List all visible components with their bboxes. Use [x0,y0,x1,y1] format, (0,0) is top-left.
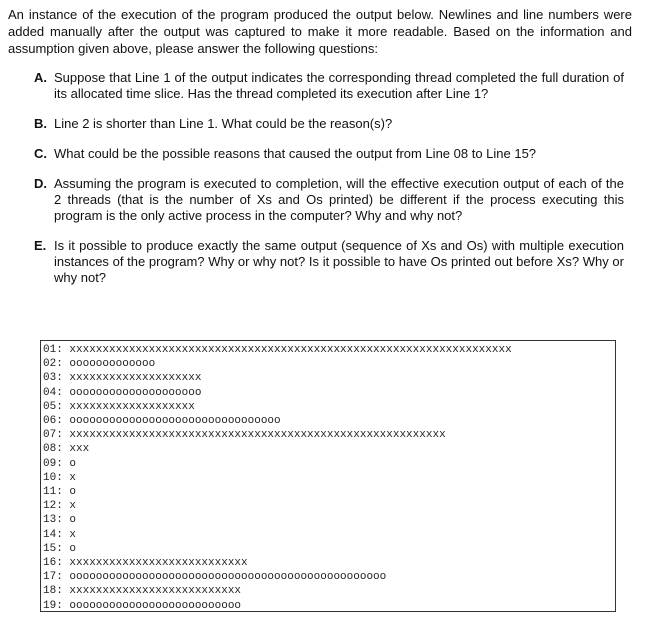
question-letter: C. [34,146,47,161]
intro-paragraph: An instance of the execution of the program produced the output below. Newlines and line numbers were added manually after the output was captured to make it more readable. Based on the information and assumption given above, please answer the following questions: [8,7,632,56]
output-line-11: 11: o [43,486,77,499]
question-letter: E. [34,238,47,253]
output-line-02: 02: ooooooooooooo [43,358,156,371]
question-text: Is it possible to produce exactly the same output (sequence of Xs and Os) with multiple execution instances of the program? Why or why not? Is it possible to have Os printed out before Xs? Why or why not? [54,238,624,285]
output-line-18: 18: xxxxxxxxxxxxxxxxxxxxxxxxxx [43,585,242,598]
output-line-01: 01: xxxxxxxxxxxxxxxxxxxxxxxxxxxxxxxxxxxxxxxxxxxxxxxxxxxxxxxxxxxxxxxxxxx [43,344,512,356]
question-letter: D. [34,176,47,191]
output-line-09: 09: o [43,457,77,470]
output-line-13: 13: o [43,514,77,527]
question-text: What could be the possible reasons that caused the output from Line 08 to Line 15? [54,146,537,161]
question-letter: A. [34,70,47,85]
output-line-10: 10: x [43,471,77,484]
question-letter: B. [34,116,47,131]
output-line-12: 12: x [43,500,77,513]
question-e [34,238,624,286]
output-line-16: 16: xxxxxxxxxxxxxxxxxxxxxxxxxxx [43,557,248,570]
output-line-19: 19: oooooooooooooooooooooooooo [43,599,242,612]
output-line-04: 04: oooooooooooooooooooo [43,386,202,399]
question-b [34,116,624,132]
output-line-06: 06: oooooooooooooooooooooooooooooooo [43,415,281,428]
output-line-07: 07: xxxxxxxxxxxxxxxxxxxxxxxxxxxxxxxxxxxxxxxxxxxxxxxxxxxxxxxxx [43,429,446,442]
output-line-14: 14: x [43,528,77,541]
question-d [34,176,624,224]
question-list [34,70,624,286]
program-output-box [40,340,616,612]
output-line-08: 08: xxx [43,443,90,456]
output-line-05: 05: xxxxxxxxxxxxxxxxxxx [43,400,195,413]
question-text: Assuming the program is executed to completion, will the effective execution output of each of the 2 threads (that is the number of Xs and Os printed) be different if the process executing this program is the only active process in the computer? Why and why not? [54,176,624,223]
output-line-15: 15: o [43,542,77,555]
output-line-17: 17: oooooooooooooooooooooooooooooooooooooooooooooooo [43,571,387,584]
question-a [34,70,624,102]
question-c [34,146,624,162]
question-text: Line 2 is shorter than Line 1. What could be the reason(s)? [54,116,393,131]
output-line-03: 03: xxxxxxxxxxxxxxxxxxxx [43,372,202,385]
question-text: Suppose that Line 1 of the output indicates the corresponding thread completed the full duration of its allocated time slice. Has the thread completed its execution after Line 1? [54,70,624,101]
